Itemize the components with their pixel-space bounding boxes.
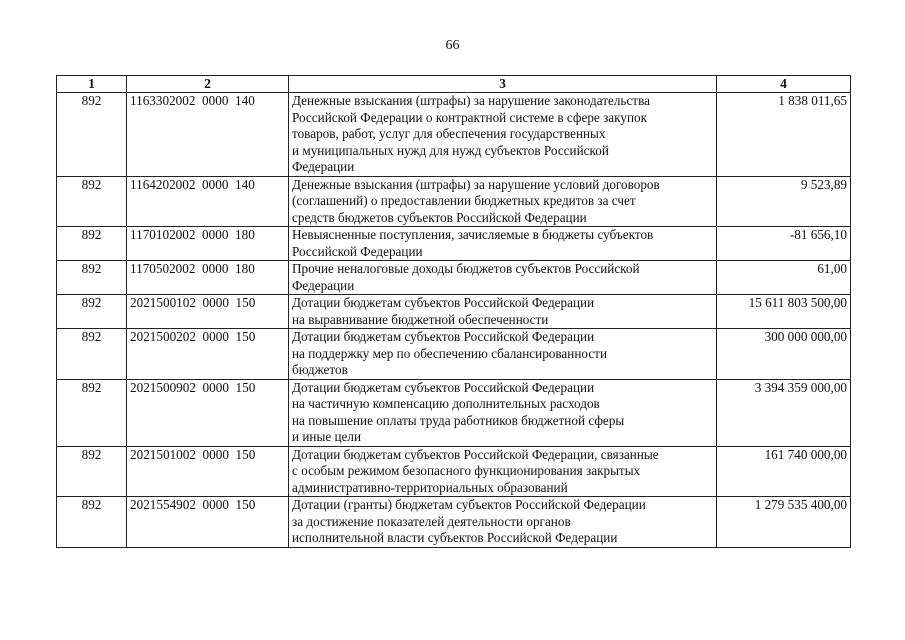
description-line: Дотации бюджетам субъектов Российской Федерации (292, 379, 595, 395)
table-row (57, 261, 851, 295)
budget-revenue-table (56, 75, 851, 548)
description-line: на поддержку мер по обеспечению сбалансированности (292, 345, 607, 361)
description-line: товаров, работ, услуг для обеспечения государственных (292, 126, 606, 141)
table-row (57, 93, 851, 177)
description-line: Дотации бюджетам субъектов Российской Федерации (292, 295, 595, 310)
column-header: 4 (717, 76, 851, 93)
revenue-code-cell: 2021501002 0000 150 (127, 446, 289, 497)
table-body (57, 93, 851, 548)
description-line: с особым режимом безопасного функционирования закрытых (292, 463, 641, 478)
table-row (57, 379, 851, 446)
admin-code-cell: 892 (57, 379, 127, 446)
table-row (57, 446, 851, 497)
description-line: бюджетов (292, 362, 348, 377)
column-header: 1 (57, 76, 127, 93)
revenue-code-cell: 1170502002 0000 180 (127, 261, 289, 295)
description-line: Денежные взыскания (штрафы) за нарушение условий договоров (292, 176, 660, 192)
column-header: 2 (127, 76, 289, 93)
description-line: Дотации бюджетам субъектов Российской Федерации, связанные (292, 446, 659, 462)
revenue-code-cell: 1163302002 0000 140 (127, 93, 289, 177)
description-line: исполнительной власти субъектов Российской Федерации (292, 530, 618, 545)
admin-code-cell: 892 (57, 227, 127, 261)
description-line: Российской Федерации (292, 243, 423, 259)
description-line: Российской Федерации о контрактной системе в сфере закупок (292, 109, 648, 125)
revenue-description-cell (289, 227, 717, 261)
revenue-code-cell: 1164202002 0000 140 (127, 176, 289, 227)
description-line: Денежные взыскания (штрафы) за нарушение законодательства (292, 93, 650, 108)
admin-code-cell: 892 (57, 497, 127, 548)
revenue-description-cell (289, 176, 717, 227)
admin-code-cell: 892 (57, 261, 127, 295)
amount-cell: 1 279 535 400,00 (717, 497, 851, 548)
description-line: на повышение оплаты труда работников бюджетной сферы (292, 412, 625, 428)
revenue-code-cell: 2021500202 0000 150 (127, 329, 289, 380)
description-line: Федерации (292, 159, 355, 174)
page-number: 66 (445, 38, 460, 53)
column-header: 3 (289, 76, 717, 93)
table-header-row (57, 76, 851, 93)
table-row (57, 497, 851, 548)
admin-code-cell: 892 (57, 446, 127, 497)
revenue-description-cell (289, 497, 717, 548)
description-line: Прочие неналоговые доходы бюджетов субъектов Российской (292, 261, 640, 276)
amount-cell: 61,00 (717, 261, 851, 295)
description-line: на выравнивание бюджетной обеспеченности (292, 311, 549, 327)
description-line: на частичную компенсацию дополнительных расходов (292, 396, 600, 411)
amount-cell: 9 523,89 (717, 176, 851, 227)
admin-code-cell: 892 (57, 295, 127, 329)
revenue-description-cell (289, 261, 717, 295)
revenue-description-cell (289, 329, 717, 380)
revenue-description-cell (289, 446, 717, 497)
amount-cell: -81 656,10 (717, 227, 851, 261)
admin-code-cell: 892 (57, 176, 127, 227)
amount-cell: 3 394 359 000,00 (717, 379, 851, 446)
description-line: и муниципальных нужд для нужд субъектов Российской (292, 142, 609, 158)
admin-code-cell: 892 (57, 93, 127, 177)
table-row (57, 227, 851, 261)
amount-cell: 161 740 000,00 (717, 446, 851, 497)
table-row (57, 329, 851, 380)
revenue-description-cell (289, 93, 717, 177)
revenue-description-cell (289, 295, 717, 329)
description-line: Федерации (292, 277, 355, 293)
table-row (57, 176, 851, 227)
description-line: (соглашений) о предоставлении бюджетных кредитов за счет (292, 193, 636, 208)
revenue-code-cell: 2021500902 0000 150 (127, 379, 289, 446)
amount-cell: 300 000 000,00 (717, 329, 851, 380)
description-line: за достижение показателей деятельности органов (292, 513, 571, 529)
description-line: Дотации бюджетам субъектов Российской Федерации (292, 329, 595, 344)
admin-code-cell: 892 (57, 329, 127, 380)
table-row (57, 295, 851, 329)
revenue-code-cell: 1170102002 0000 180 (127, 227, 289, 261)
description-line: Дотации (гранты) бюджетам субъектов Российской Федерации (292, 497, 646, 512)
revenue-description-cell (289, 379, 717, 446)
description-line: административно-территориальных образований (292, 479, 568, 495)
amount-cell: 15 611 803 500,00 (717, 295, 851, 329)
revenue-code-cell: 2021500102 0000 150 (127, 295, 289, 329)
description-line: и иные цели (292, 429, 362, 444)
description-line: средств бюджетов субъектов Российской Федерации (292, 209, 587, 225)
amount-cell: 1 838 011,65 (717, 93, 851, 177)
description-line: Невыясненные поступления, зачисляемые в бюджеты субъектов (292, 227, 654, 242)
revenue-code-cell: 2021554902 0000 150 (127, 497, 289, 548)
